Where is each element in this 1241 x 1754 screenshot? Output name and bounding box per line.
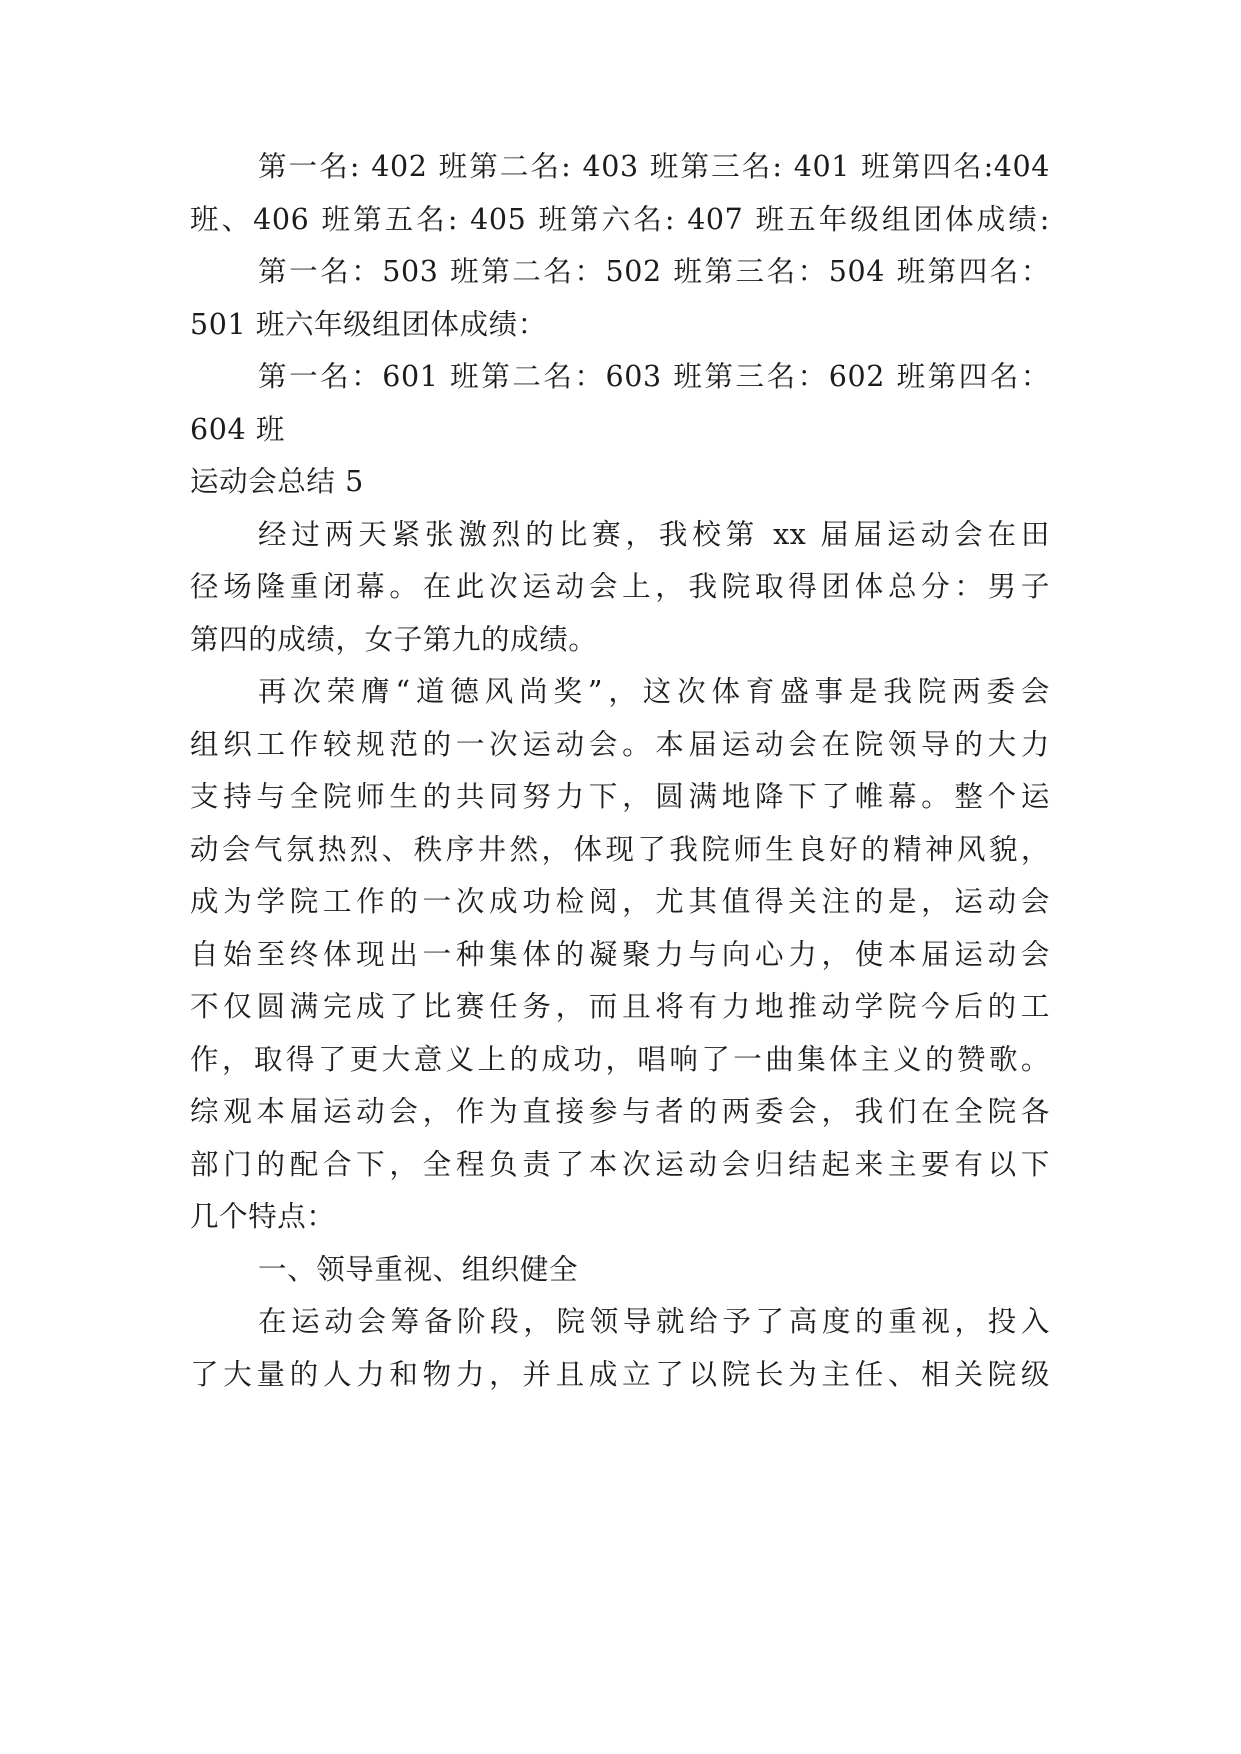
text-line-6: 604 班 bbox=[190, 413, 285, 446]
text-line-17: 不仅圆满完成了比赛任务，而且将有力地推动学院今后的工 bbox=[190, 990, 1050, 1023]
text-line-10: 第四的成绩，女子第九的成绩。 bbox=[190, 623, 598, 656]
text-line-21: 几个特点： bbox=[190, 1200, 336, 1233]
text-line-13: 支持与全院师生的共同努力下，圆满地降下了帷幕。整个运 bbox=[190, 780, 1050, 813]
text-line-12: 组织工作较规范的一次运动会。本届运动会在院领导的大力 bbox=[190, 728, 1050, 761]
text-line-19: 综观本届运动会，作为直接参与者的两委会，我们在全院各 bbox=[190, 1095, 1050, 1128]
text-line-18: 作，取得了更大意义上的成功，唱响了一曲集体主义的赞歌。 bbox=[190, 1043, 1050, 1076]
subheading-1: 一、领导重视、组织健全 bbox=[258, 1253, 579, 1286]
text-line-20: 部门的配合下，全程负责了本次运动会归结起来主要有以下 bbox=[190, 1148, 1050, 1181]
text-line-9: 径场隆重闭幕。在此次运动会上，我院取得团体总分：男子 bbox=[190, 570, 1050, 603]
text-line-16: 自始至终体现出一种集体的凝聚力与向心力，使本届运动会 bbox=[190, 938, 1050, 971]
text-line-15: 成为学院工作的一次成功检阅，尤其值得关注的是，运动会 bbox=[190, 885, 1050, 918]
text-line-11: 再次荣膺“道德风尚奖”，这次体育盛事是我院两委会 bbox=[258, 675, 1050, 708]
section-heading: 运动会总结 5 bbox=[190, 465, 364, 498]
text-line-5: 第一名：601 班第二名：603 班第三名：602 班第四名： bbox=[258, 360, 1050, 393]
text-line-14: 动会气氛热烈、秩序井然，体现了我院师生良好的精神风貌， bbox=[190, 833, 1050, 866]
text-line-8: 经过两天紧张激烈的比赛，我校第 xx 届届运动会在田 bbox=[258, 518, 1050, 551]
text-line-2: 班、406 班第五名: 405 班第六名: 407 班五年级组团体成绩: bbox=[190, 203, 1050, 236]
text-line-4: 501 班六年级组团体成绩： bbox=[190, 308, 547, 341]
text-line-1: 第一名: 402 班第二名: 403 班第三名: 401 班第四名:404 bbox=[258, 150, 1050, 183]
text-line-24: 了大量的人力和物力，并且成立了以院长为主任、相关院级 bbox=[190, 1358, 1050, 1391]
text-line-3: 第一名：503 班第二名：502 班第三名：504 班第四名： bbox=[258, 255, 1050, 288]
text-line-23: 在运动会筹备阶段，院领导就给予了高度的重视，投入 bbox=[258, 1305, 1050, 1338]
